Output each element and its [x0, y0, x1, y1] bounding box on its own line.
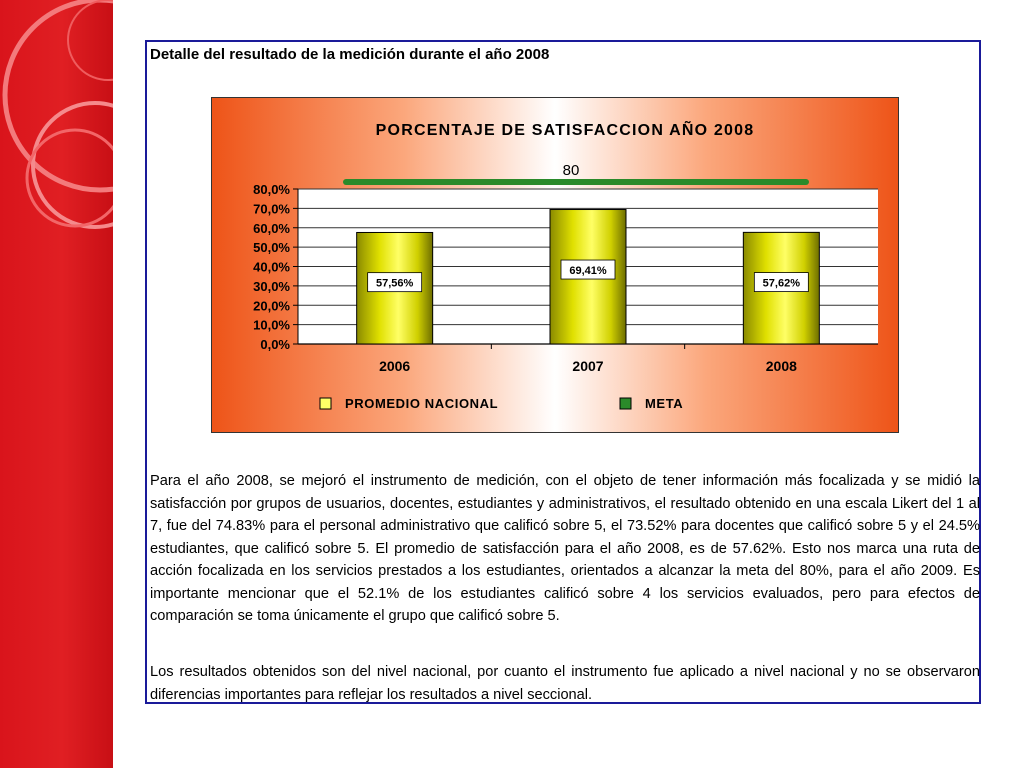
chart-title: PORCENTAJE DE SATISFACCION AÑO 2008: [375, 122, 755, 139]
legend-label: PROMEDIO NACIONAL: [345, 396, 499, 411]
paragraph-2: Los resultados obtenidos son del nivel nacional, por cuanto el instrumento fue aplicado a nivel nacional y no se observaron diferencias importantes para reflejar los resultados a nivel seccional.: [150, 664, 980, 703]
y-tick-label: 20,0%: [253, 298, 290, 314]
x-axis-labels: [379, 344, 797, 374]
data-label: 57,56%: [376, 277, 414, 290]
content-frame: [145, 40, 981, 704]
y-tick-label: 0,0%: [260, 337, 290, 352]
y-tick-label: 10,0%: [253, 317, 290, 333]
meta-line-group: [346, 162, 806, 182]
y-tick-label: 40,0%: [253, 259, 290, 275]
y-axis-ticks: [253, 182, 290, 352]
decorative-circles: [0, 0, 113, 768]
data-label: 57,62%: [762, 277, 800, 290]
paragraph-1: Para el año 2008, se mejoró el instrumento de medición, con el objeto de tener información más focalizada y se midió la satisfacción por grupos de usuarios, docentes, estudiantes y administrativos, el resultado obtenido en una escala Likert del 1 al 7, fue del 74.83% para el personal administrativo que calificó sobre 5, el 73.52% para docentes que calificó sobre 5 y el 24.5% estudiantes, que calificó sobre 5. El promedio de satisfacción para el año 2008, es de 57.62%. Esto nos marca una ruta de acción focalizada en los servicios prestados a los estudiantes, orientados a alcanzar la meta del 80%, para el año 2009. Es importante mencionar que el 52.1% de los estudiantes calificó sobre 4 los servicios evaluados, pero para efectos de comparación se toma únicamente el grupo que calificó sobre 5.: [150, 473, 980, 624]
y-tick-label: 50,0%: [253, 240, 290, 256]
x-tick-label: 2007: [572, 358, 604, 374]
legend-swatch: [320, 398, 331, 409]
meta-value-label: 80: [562, 162, 580, 179]
decorative-side-band: [0, 0, 113, 768]
x-tick-label: 2008: [765, 358, 797, 374]
data-label: 69,41%: [569, 265, 607, 278]
page-title: Detalle del resultado de la medición durante el año 2008: [150, 46, 550, 63]
legend-label: META: [645, 396, 684, 411]
y-tick-label: 80,0%: [253, 182, 290, 197]
x-tick-label: 2006: [379, 358, 411, 374]
y-tick-label: 70,0%: [253, 201, 290, 217]
y-tick-label: 60,0%: [253, 220, 290, 236]
chart-canvas: [212, 98, 900, 434]
chart-legend: [320, 396, 683, 411]
y-tick-label: 30,0%: [253, 278, 290, 294]
satisfaction-chart: [211, 97, 899, 433]
legend-swatch: [620, 398, 631, 409]
